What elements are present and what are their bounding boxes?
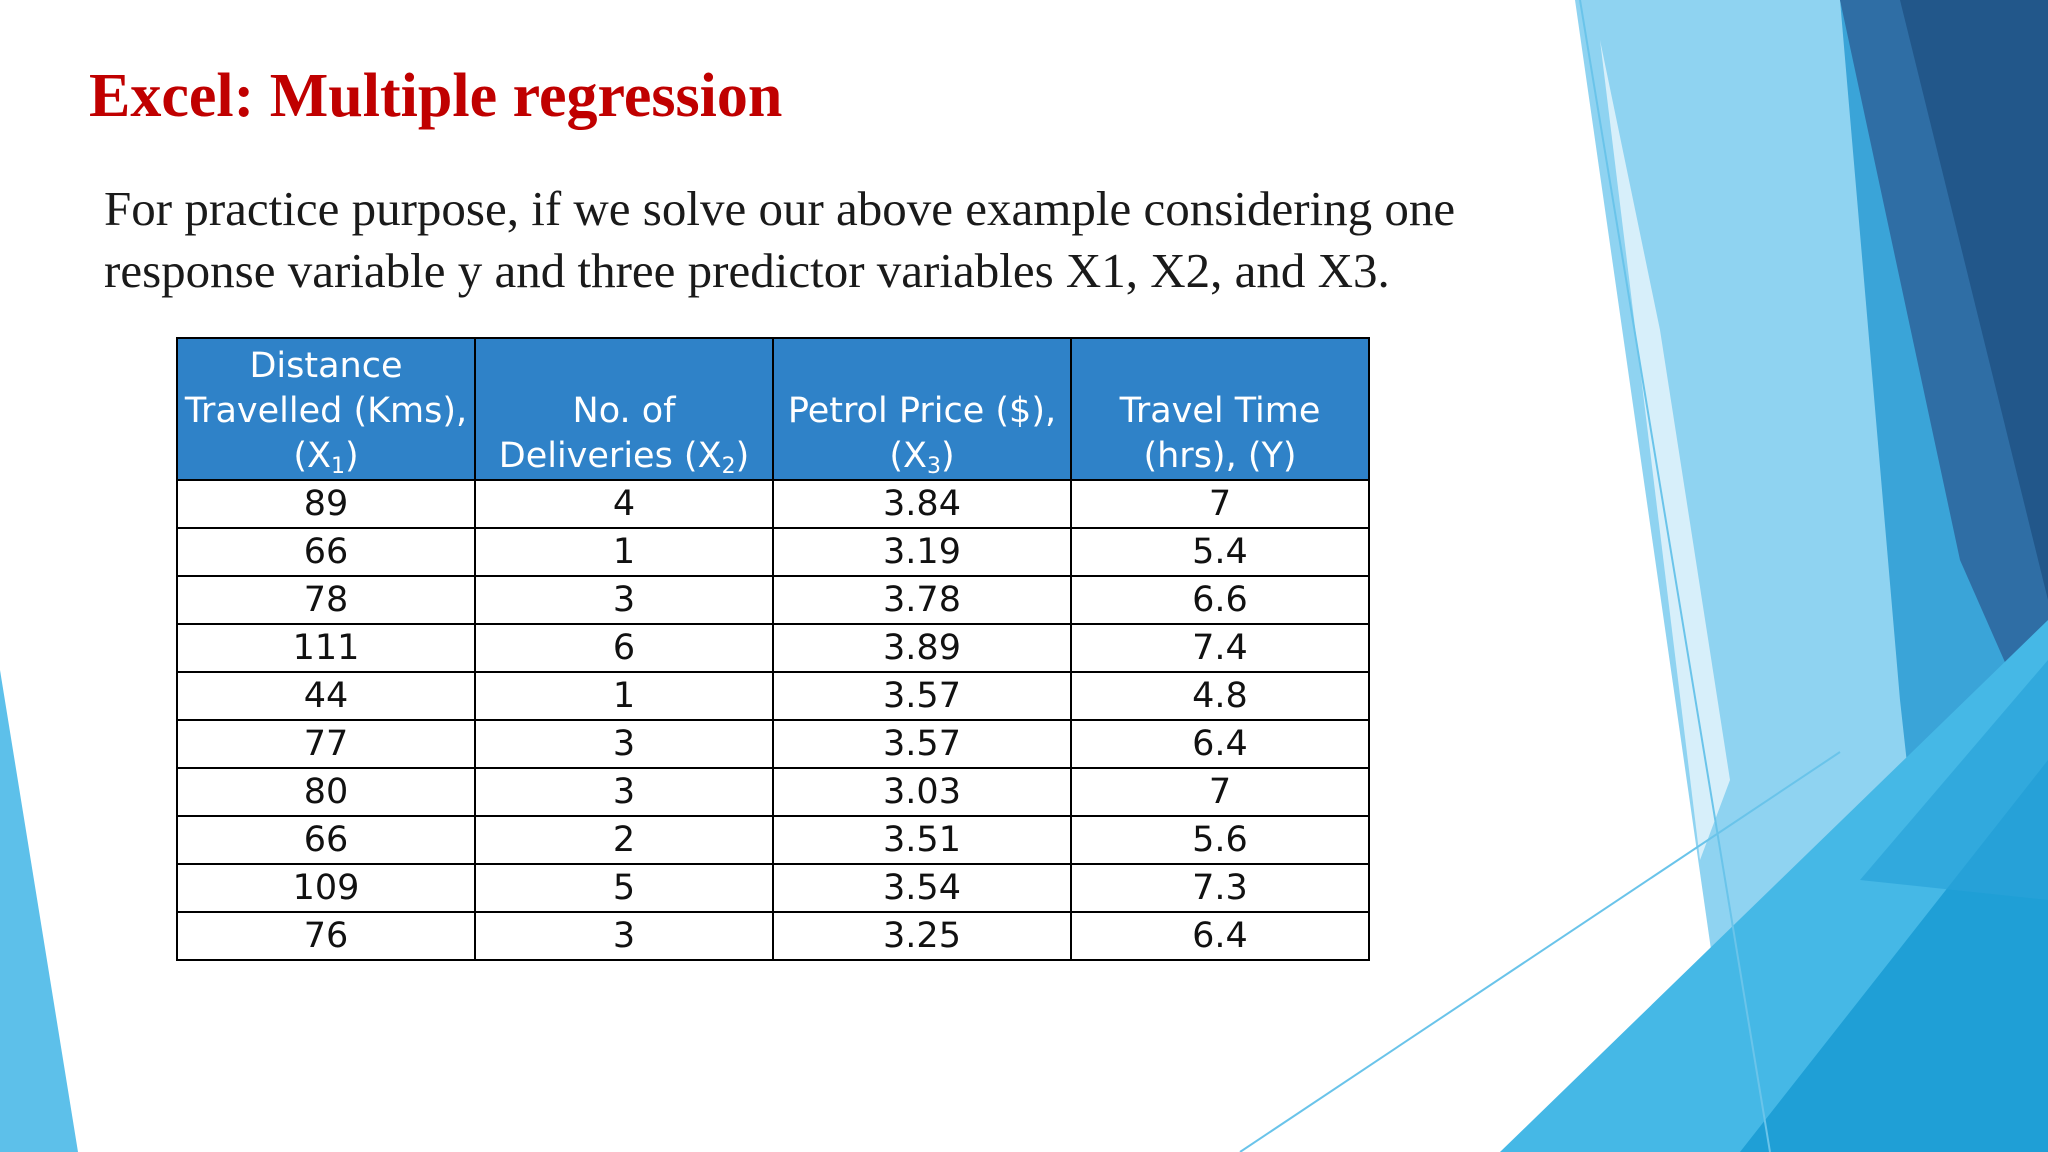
table-cell: 3.84	[773, 480, 1071, 528]
table-row	[177, 864, 1369, 912]
table-cell: 7.4	[1071, 624, 1369, 672]
table-cell: 3.25	[773, 912, 1071, 960]
header-distance-line-1: Distance	[249, 346, 403, 386]
table-cell: 80	[177, 768, 475, 816]
table-cell: 7	[1071, 480, 1369, 528]
table-row	[177, 672, 1369, 720]
table-row	[177, 528, 1369, 576]
table-row	[177, 768, 1369, 816]
table-cell: 5.4	[1071, 528, 1369, 576]
header-deliveries-line-2: Deliveries $(X_2)$	[498, 436, 750, 479]
body-text-line-1: For practice purpose, if we solve our above example considering one	[104, 181, 1456, 236]
table-row	[177, 816, 1369, 864]
table-row	[177, 912, 1369, 960]
table-cell: 3.57	[773, 720, 1071, 768]
table-cell: 3	[475, 720, 773, 768]
table-cell: 6.4	[1071, 912, 1369, 960]
table-cell: 3.89	[773, 624, 1071, 672]
table-cell: 6.6	[1071, 576, 1369, 624]
table-cell: 4.8	[1071, 672, 1369, 720]
header-petrol-price	[773, 338, 1071, 480]
slide-title: Excel: Multiple regression	[89, 62, 783, 130]
header-travel-line-2: (hrs), (Y)	[1143, 436, 1297, 476]
table-cell: 1	[475, 528, 773, 576]
table-cell: 44	[177, 672, 475, 720]
header-petrol-line-2: $(X_3)$	[889, 436, 955, 479]
table-cell: 66	[177, 816, 475, 864]
header-travel-time	[1071, 338, 1369, 480]
header-petrol-line-1: Petrol Price ($),	[787, 391, 1057, 431]
header-deliveries-line-1: No. of	[572, 391, 676, 431]
table-cell: 77	[177, 720, 475, 768]
table-cell: 3	[475, 576, 773, 624]
header-travel-line-1: Travel Time	[1119, 391, 1321, 431]
table-cell: 6	[475, 624, 773, 672]
table-cell: 7	[1071, 768, 1369, 816]
table-cell: 111	[177, 624, 475, 672]
table-cell: 109	[177, 864, 475, 912]
table-row	[177, 576, 1369, 624]
table-row	[177, 480, 1369, 528]
header-distance-line-2: Travelled (Kms),	[184, 391, 468, 431]
table-cell: 3.57	[773, 672, 1071, 720]
regression-data-table	[176, 337, 1370, 961]
table-cell: 3	[475, 768, 773, 816]
header-distance	[177, 338, 475, 480]
slide-body-text	[104, 178, 1564, 302]
table-cell: 3.51	[773, 816, 1071, 864]
header-distance-line-3: $(X_1)$	[293, 436, 359, 479]
table-cell: 78	[177, 576, 475, 624]
table-cell: 5	[475, 864, 773, 912]
table-cell: 89	[177, 480, 475, 528]
table-cell: 3	[475, 912, 773, 960]
table-cell: 2	[475, 816, 773, 864]
table-cell: 4	[475, 480, 773, 528]
body-text-line-2: response variable y and three predictor variables X1, X2, and X3.	[104, 243, 1390, 298]
table-cell: 66	[177, 528, 475, 576]
table-cell: 1	[475, 672, 773, 720]
table-cell: 6.4	[1071, 720, 1369, 768]
table-cell: 3.19	[773, 528, 1071, 576]
table-cell: 3.78	[773, 576, 1071, 624]
table-row	[177, 720, 1369, 768]
table-row	[177, 624, 1369, 672]
table-cell: 3.03	[773, 768, 1071, 816]
table-cell: 3.54	[773, 864, 1071, 912]
table-header-row	[177, 338, 1369, 480]
deco-left-sliver	[0, 670, 78, 1152]
header-deliveries	[475, 338, 773, 480]
table-cell: 76	[177, 912, 475, 960]
table-cell: 7.3	[1071, 864, 1369, 912]
table-cell: 5.6	[1071, 816, 1369, 864]
table-body	[177, 480, 1369, 960]
